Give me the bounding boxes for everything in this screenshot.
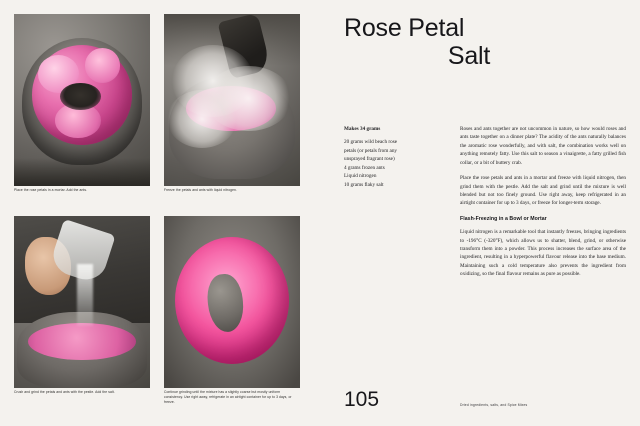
photo-rose-petals-in-mortar xyxy=(14,14,150,186)
photo-vignette xyxy=(14,158,150,186)
page-number: 105 xyxy=(344,388,380,411)
ingredient-line: Liquid nitrogen xyxy=(344,173,377,180)
photo-liquid-nitrogen-freezing xyxy=(164,14,300,186)
yield-label: Makes 34 grams xyxy=(344,126,381,132)
photo-grid xyxy=(14,14,304,412)
ants-shape xyxy=(60,83,101,111)
photo-caption: Freeze the petals and ants with liquid nitrogen. xyxy=(164,188,237,192)
photo-caption: Crush and grind the petals and ants with the pestle. Add the salt. xyxy=(14,390,115,394)
method-paragraph: Roses and ants together are not uncommon in nature, so how would roses and ants taste together on a dinner plate? The acidity of the ants naturally balances the aromatic rose wonderfully, and with salt, the combination works well on anything remotely fatty. Use this salt to season a vinaigrette, a fatty grilled fish collar, or a bit of buttery crab. xyxy=(460,126,626,166)
photo-adding-flaky-salt xyxy=(14,216,150,388)
running-footer: Dried ingredients, salts, and Spice Mixes xyxy=(460,403,528,407)
photo-cell-2 xyxy=(164,14,300,200)
photo-cell-4 xyxy=(164,216,300,402)
photo-cell-1 xyxy=(14,14,150,200)
ingredients-column xyxy=(344,125,444,189)
photo-caption: Continue grinding until the mixture has a slightly coarse but mostly uniform consistency. Use right away, refrigerate in an airtight container for up to 3 days, or freeze. xyxy=(164,390,292,404)
section-subheading: Flash-Freezing in a Bowl or Mortar xyxy=(460,215,547,222)
petal-highlight-b xyxy=(85,48,120,82)
ingredient-line: 10 grams flaky salt xyxy=(344,181,384,188)
photo-cell-3 xyxy=(14,216,150,402)
pouring-salt-stream xyxy=(77,264,93,326)
method-column xyxy=(460,125,626,286)
ingredient-line: 20 grams wild beach rose xyxy=(344,139,398,146)
page-title xyxy=(344,14,594,70)
photo-ground-rose-petal-salt xyxy=(164,216,300,388)
technique-paragraph: Liquid nitrogen is a remarkable tool that instantly freezes, bringing ingredients to -196°C (-320°F), which allows us to shatter, blend, grind, or otherwise transform them into a powder. This process increases the surface area of the ingredient, resulting in a hyperpowerful flavour release into the base medium. Maintaining such a cold temperature also prevents the ingredient from oxidizing, so the final flavour remains as pure as possible. xyxy=(460,229,626,278)
vapour-cloud-c xyxy=(167,90,238,148)
photo-caption: Place the rose petals in a mortar. Add the ants. xyxy=(14,188,88,192)
page-title-line-1: Rose Petal xyxy=(344,14,465,42)
ingredient-line: 4 grams frozen ants xyxy=(344,164,385,171)
ingredient-line: unsprayed fragrant rose) xyxy=(344,156,395,163)
method-paragraph: Place the rose petals and ants in a mortar and freeze with liquid nitrogen, then grind them with the pestle. Add the salt and grind until the mixture is well blended but not too finely ground. Use right away, keep refrigerated in an airtight container for up to 3 days, or freeze for longer-term storage. xyxy=(460,175,626,207)
page-title-line-2: Salt xyxy=(447,42,491,70)
recipe-text-page xyxy=(330,0,640,426)
ingredient-line: petals (or petals from any xyxy=(344,147,398,154)
